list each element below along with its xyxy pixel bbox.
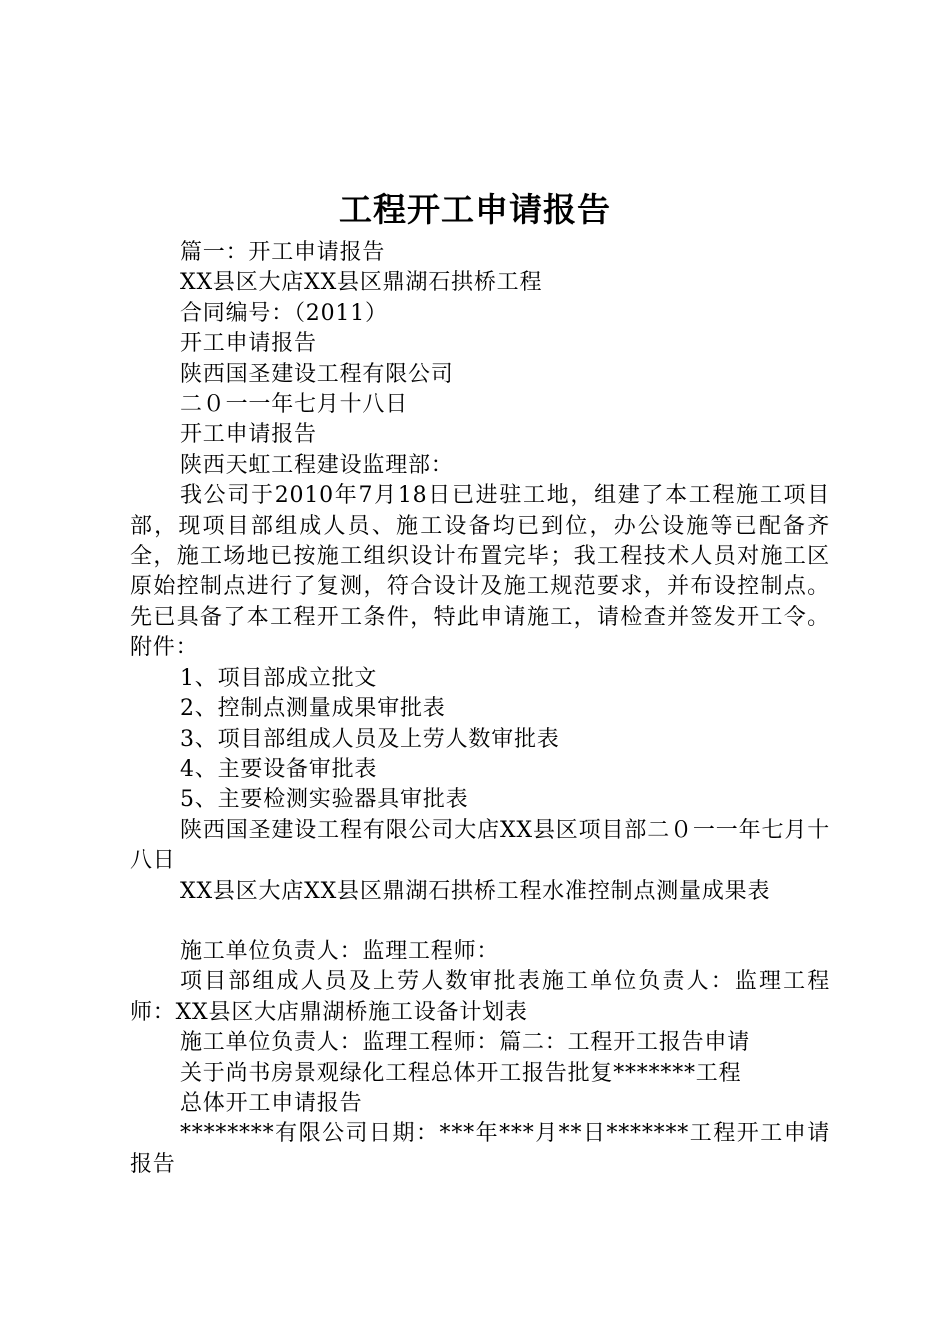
company-date-line: ********有限公司日期：***年***月**日*******工程开工申请报告 xyxy=(130,1121,830,1177)
blank-line xyxy=(130,907,830,937)
attachment-item: 2、控制点测量成果审批表 xyxy=(180,696,446,722)
report-heading: 开工申请报告 xyxy=(180,331,317,357)
document-body xyxy=(130,238,830,1180)
company-name: 陕西国圣建设工程有限公司 xyxy=(180,361,454,387)
attachment-item: 3、项目部组成人员及上劳人数审批表 xyxy=(180,726,560,752)
report-heading-2: 开工申请报告 xyxy=(180,422,317,448)
report-date: 二０一一年七月十八日 xyxy=(180,392,409,418)
attachment-item: 5、主要检测实验器具审批表 xyxy=(180,787,469,813)
contract-number: 合同编号：（2011） xyxy=(180,300,388,326)
document-title: 工程开工申请报告 xyxy=(339,190,611,229)
sign-off-line: 施工单位负责人：监理工程师：篇二：工程开工报告申请 xyxy=(180,1030,751,1056)
body-paragraph: 我公司于2010年7月18日已进驻工地，组建了本工程施工项目部，现项目部组成人员、施工设备均已到位，办公设施等已配备齐全，施工场地已按施工组织设计布置完毕；我工程技术人员对施工区原始控制点进行了复测，符合设计及施工规范要求，并布设控制点。先已具备了本工程开工条件，特此申请施工，请检查并签发开工令。附件： xyxy=(130,483,830,661)
approval-line: 总体开工申请报告 xyxy=(180,1090,363,1116)
sign-off-line: 施工单位负责人：监理工程师： xyxy=(180,938,500,964)
table-title: XX县区大店XX县区鼎湖石拱桥工程水准控制点测量成果表 xyxy=(180,878,771,904)
attachment-item: 1、项目部成立批文 xyxy=(180,665,378,691)
attachment-item: 4、主要设备审批表 xyxy=(180,756,378,782)
approval-line: 关于尚书房景观绿化工程总体开工报告批复*******工程 xyxy=(180,1060,742,1086)
addressee: 陕西天虹工程建设监理部： xyxy=(180,452,454,478)
project-name: XX县区大店XX县区鼎湖石拱桥工程 xyxy=(180,270,543,296)
section-heading: 篇一：开工申请报告 xyxy=(180,240,386,265)
sign-off-line: 项目部组成人员及上劳人数审批表施工单位负责人：监理工程师：XX县区大店鼎湖桥施工设备计划表 xyxy=(130,969,830,1025)
signature-line: 陕西国圣建设工程有限公司大店XX县区项目部二０一一年七月十八日 xyxy=(130,817,830,874)
